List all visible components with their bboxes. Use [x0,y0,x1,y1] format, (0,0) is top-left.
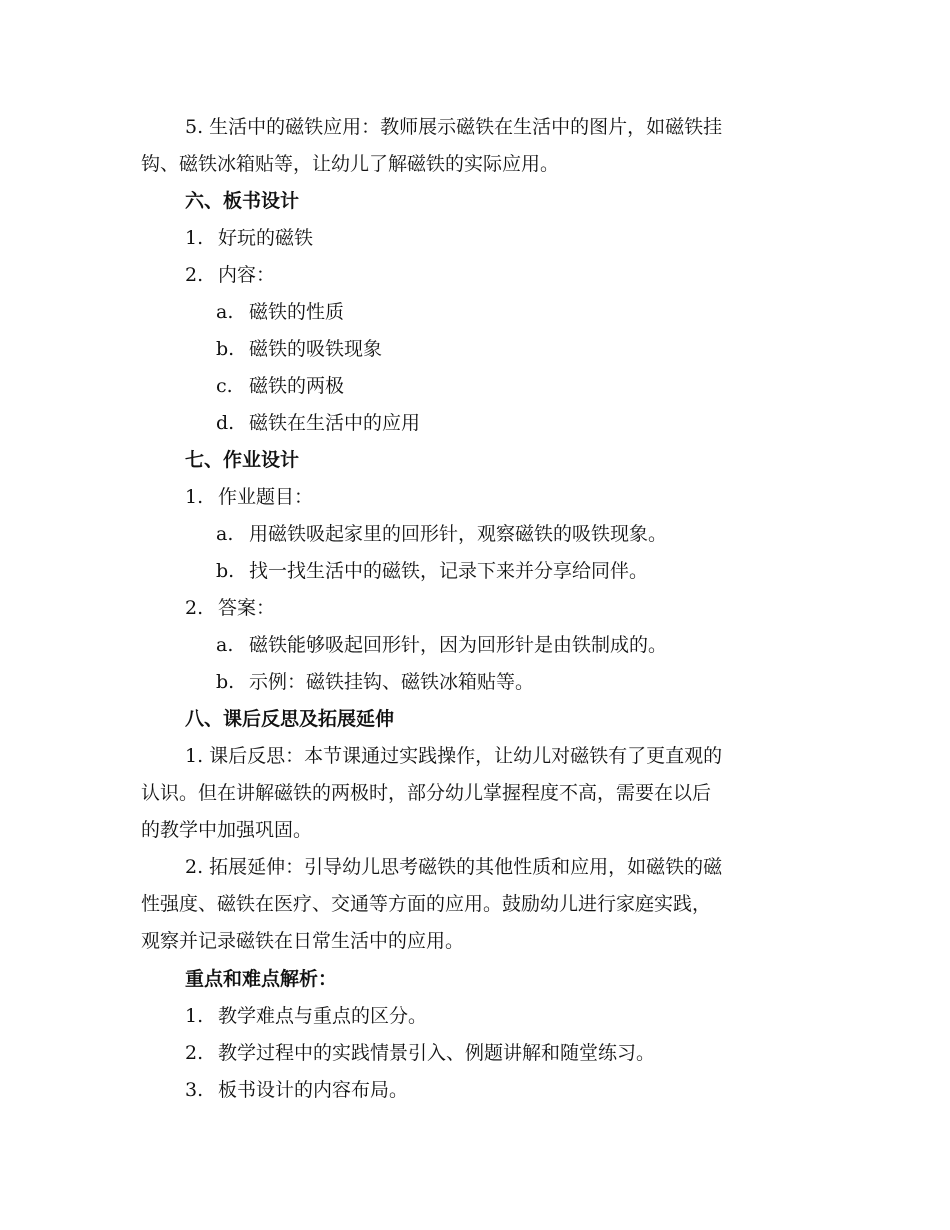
list-text: 教学难点与重点的区分。 [218,1005,428,1027]
list-number: 1. [185,1005,204,1027]
list-item [185,1003,427,1029]
sub-list-item [216,669,534,695]
paragraph-line: 性强度、磁铁在医疗、交通等方面的应用。鼓励幼儿进行家庭实践， [141,893,712,915]
sub-list-letter: b. [216,671,235,693]
list-text: 板书设计的内容布局。 [218,1079,409,1101]
section-heading-homework: 七、作业设计 [185,449,300,471]
paragraph-line: 2. 拓展延伸：引导幼儿思考磁铁的其他性质和应用，如磁铁的磁 [185,856,723,878]
list-number: 2. [185,264,204,286]
list-number: 1. [185,227,204,249]
list-number: 2. [185,597,204,619]
section-heading-key-points: 重点和难点解析： [185,968,338,990]
paragraph-line: 1. 课后反思：本节课通过实践操作，让幼儿对磁铁有了更直观的 [185,745,723,767]
sub-list-letter: b. [216,560,235,582]
list-text: 好玩的磁铁 [218,227,314,249]
sub-list-item [216,336,382,362]
sub-list-item [216,373,344,399]
sub-list-text: 磁铁的吸铁现象 [249,338,383,360]
list-item [185,484,313,510]
sub-list-item [216,299,344,325]
paragraph-line: 认识。但在讲解磁铁的两极时，部分幼儿掌握程度不高，需要在以后 [141,782,712,804]
sub-list-letter: c. [216,375,233,397]
list-item [185,225,313,251]
paragraph-line: 的教学中加强巩固。 [141,819,313,841]
list-item [185,1040,655,1066]
list-text: 作业题目： [218,486,314,508]
sub-list-letter: a. [216,634,234,656]
sub-list-text: 磁铁在生活中的应用 [249,412,421,434]
list-text: 教学过程中的实践情景引入、例题讲解和随堂练习。 [218,1042,656,1064]
sub-list-item [216,521,667,547]
list-number: 3. [185,1079,204,1101]
section-heading-reflection: 八、课后反思及拓展延伸 [185,708,395,730]
sub-list-text: 磁铁的两极 [249,375,345,397]
sub-list-item [216,558,648,584]
sub-list-text: 示例：磁铁挂钩、磁铁冰箱贴等。 [249,671,535,693]
sub-list-text: 用磁铁吸起家里的回形针，观察磁铁的吸铁现象。 [249,523,668,545]
paragraph-line: 观察并记录磁铁在日常生活中的应用。 [141,930,465,952]
list-number: 2. [185,1042,204,1064]
sub-list-item [216,410,420,436]
list-text: 答案： [218,597,276,619]
sub-list-letter: d. [216,412,235,434]
section-heading-board-design: 六、板书设计 [185,190,300,212]
list-item [185,262,275,288]
sub-list-item [216,632,667,658]
list-item [185,595,275,621]
list-text: 内容： [218,264,276,286]
list-number: 1. [185,486,204,508]
sub-list-letter: b. [216,338,235,360]
sub-list-letter: a. [216,523,234,545]
sub-list-text: 磁铁的性质 [249,301,345,323]
list-item [185,1077,408,1103]
item-5-line-1: 5. 生活中的磁铁应用：教师展示磁铁在生活中的图片，如磁铁挂 [185,116,723,138]
sub-list-text: 磁铁能够吸起回形针，因为回形针是由铁制成的。 [249,634,668,656]
sub-list-letter: a. [216,301,234,323]
sub-list-text: 找一找生活中的磁铁，记录下来并分享给同伴。 [249,560,649,582]
item-5-line-2: 钩、磁铁冰箱贴等，让幼儿了解磁铁的实际应用。 [141,153,560,175]
